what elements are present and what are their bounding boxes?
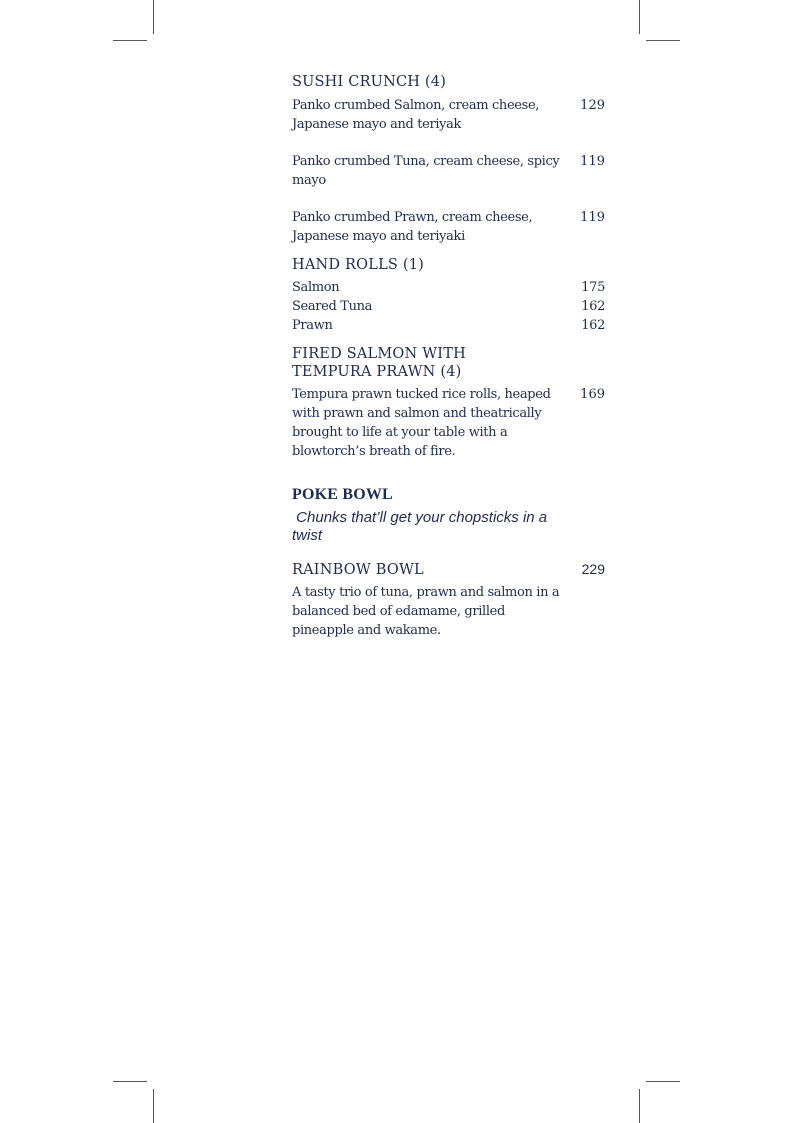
crop-mark-bottom-left-vertical	[153, 1089, 154, 1123]
section-poke-bowl	[292, 485, 607, 640]
crop-mark-bottom-right-vertical	[639, 1089, 640, 1123]
item-description: A tasty trio of tuna, prawn and salmon in a balanced bed of edamame, grilled pineapple and wakame.	[292, 585, 560, 638]
crop-mark-top-left-horizontal	[113, 40, 147, 41]
tagline-text: Chunks that’ll get your chopsticks in a twist	[292, 509, 548, 544]
item-price: 169	[580, 387, 605, 402]
item-price: 162	[581, 318, 605, 333]
item-name: Prawn	[292, 318, 333, 333]
item-price: 175	[581, 280, 605, 295]
section-hand-rolls	[292, 256, 607, 335]
crop-mark-top-right-horizontal	[646, 40, 680, 41]
menu-item	[292, 96, 607, 134]
menu-item	[292, 152, 607, 190]
section-title: SUSHI CRUNCH (4)	[292, 74, 447, 90]
menu-page	[292, 73, 607, 640]
crop-mark-bottom-left-horizontal	[113, 1081, 147, 1082]
list-item	[292, 278, 607, 297]
section-title: FIRED SALMON WITH TEMPURA PRAWN (4)	[292, 346, 466, 380]
item-price: 162	[581, 299, 605, 314]
crop-mark-top-right-vertical	[639, 0, 640, 34]
section-tagline	[292, 509, 562, 545]
item-name: Salmon	[292, 280, 340, 295]
item-title: RAINBOW BOWL	[292, 562, 424, 578]
item-description: Tempura prawn tucked rice rolls, heaped with prawn and salmon and theatrically brought to life at your table with a blowtorch’s breath of fire.	[292, 387, 551, 459]
section-fired-salmon	[292, 345, 607, 461]
menu-item	[292, 385, 607, 461]
menu-item	[292, 208, 607, 246]
item-description: Panko crumbed Salmon, cream cheese, Japanese mayo and teriyak	[292, 98, 540, 132]
menu-item-header	[292, 561, 607, 579]
section-sushi-crunch	[292, 73, 607, 246]
section-heading: POKE BOWL	[292, 486, 393, 503]
section-title: HAND ROLLS (1)	[292, 257, 424, 273]
crop-mark-bottom-right-horizontal	[646, 1081, 680, 1082]
item-price: 229	[581, 561, 605, 577]
item-price: 129	[580, 98, 605, 113]
item-price: 119	[580, 154, 605, 169]
item-description: Panko crumbed Tuna, cream cheese, spicy mayo	[292, 154, 560, 188]
list-item	[292, 297, 607, 316]
item-price: 119	[580, 210, 605, 225]
item-name: Seared Tuna	[292, 299, 373, 314]
list-item	[292, 316, 607, 335]
crop-mark-top-left-vertical	[153, 0, 154, 34]
item-description: Panko crumbed Prawn, cream cheese, Japanese mayo and teriyaki	[292, 210, 533, 244]
